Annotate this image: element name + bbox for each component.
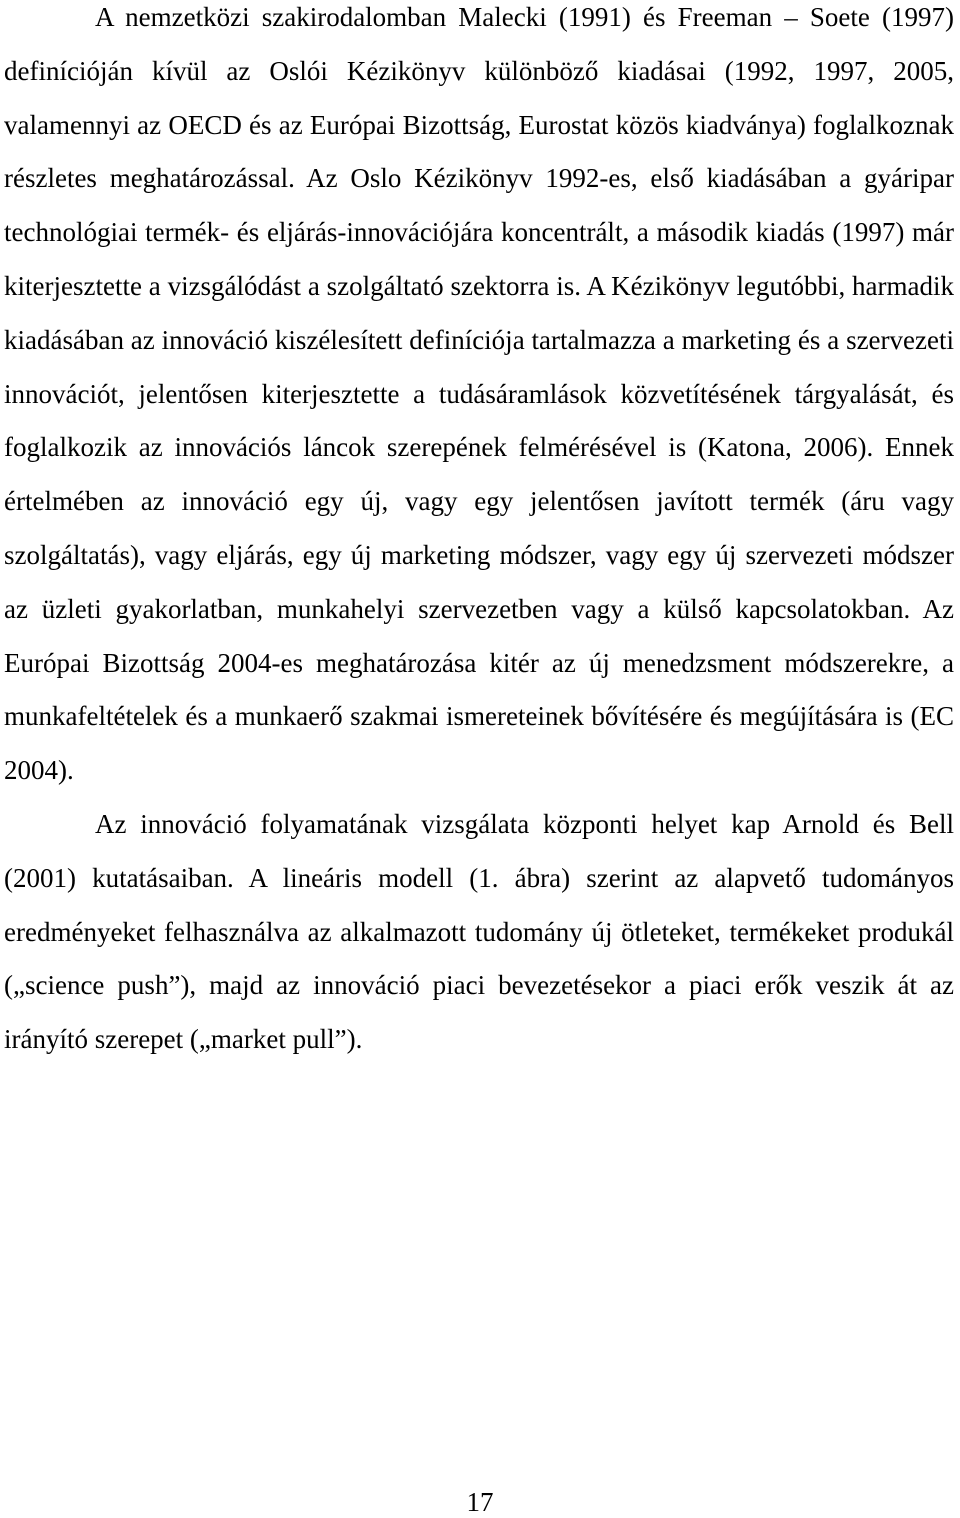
document-page <box>4 0 954 1067</box>
body-paragraph-1: A nemzetközi szakirodalomban Malecki (1991) és Freeman – Soete (1997) definícióján kívül az Oslói Kézikönyv különböző kiadásai (1992, 1997, 2005, valamennyi az OECD és az Európai Bizottság, Eurostat közös kiadványa) foglalkoznak részletes meghatározással. Az Oslo Kézikönyv 1992-es, első kiadásában a gyáripar technológiai termék- és eljárás-innovációjára koncentrált, a második kiadás (1997) már kiterjesztette a vizsgálódást a szolgáltató szektorra is. A Kézikönyv legutóbbi, harmadik kiadásában az innováció kiszélesített definíciója tartalmazza a marketing és a szervezeti innovációt, jelentősen kiterjesztette a tudásáramlások közvetítésének tárgyalását, és foglalkozik az innovációs láncok szerepének felmérésével is (Katona, 2006). Ennek értelmében az innováció egy új, vagy egy jelentősen javított termék (áru vagy szolgáltatás), vagy eljárás, egy új marketing módszer, vagy egy új szervezeti módszer az üzleti gyakorlatban, munkahelyi szervezetben vagy a külső kapcsolatokban. Az Európai Bizottság 2004-es meghatározása kitér az új menedzsment módszerekre, a munkafeltételek és a munkaerő szakmai ismereteinek bővítésére és megújítására is (EC 2004). <box>4 2 954 786</box>
page-number: 17 <box>466 1487 494 1517</box>
body-paragraph-2: Az innováció folyamatának vizsgálata központi helyet kap Arnold és Bell (2001) kutatásaiban. A lineáris modell (1. ábra) szerint az alapvető tudományos eredményeket felhasználva az alkalmazott tudomány új ötleteket, termékeket produkál („science push”), majd az innováció piaci bevezetésekor a piaci erők veszik át az irányító szerepet („market pull”). <box>4 808 954 1055</box>
